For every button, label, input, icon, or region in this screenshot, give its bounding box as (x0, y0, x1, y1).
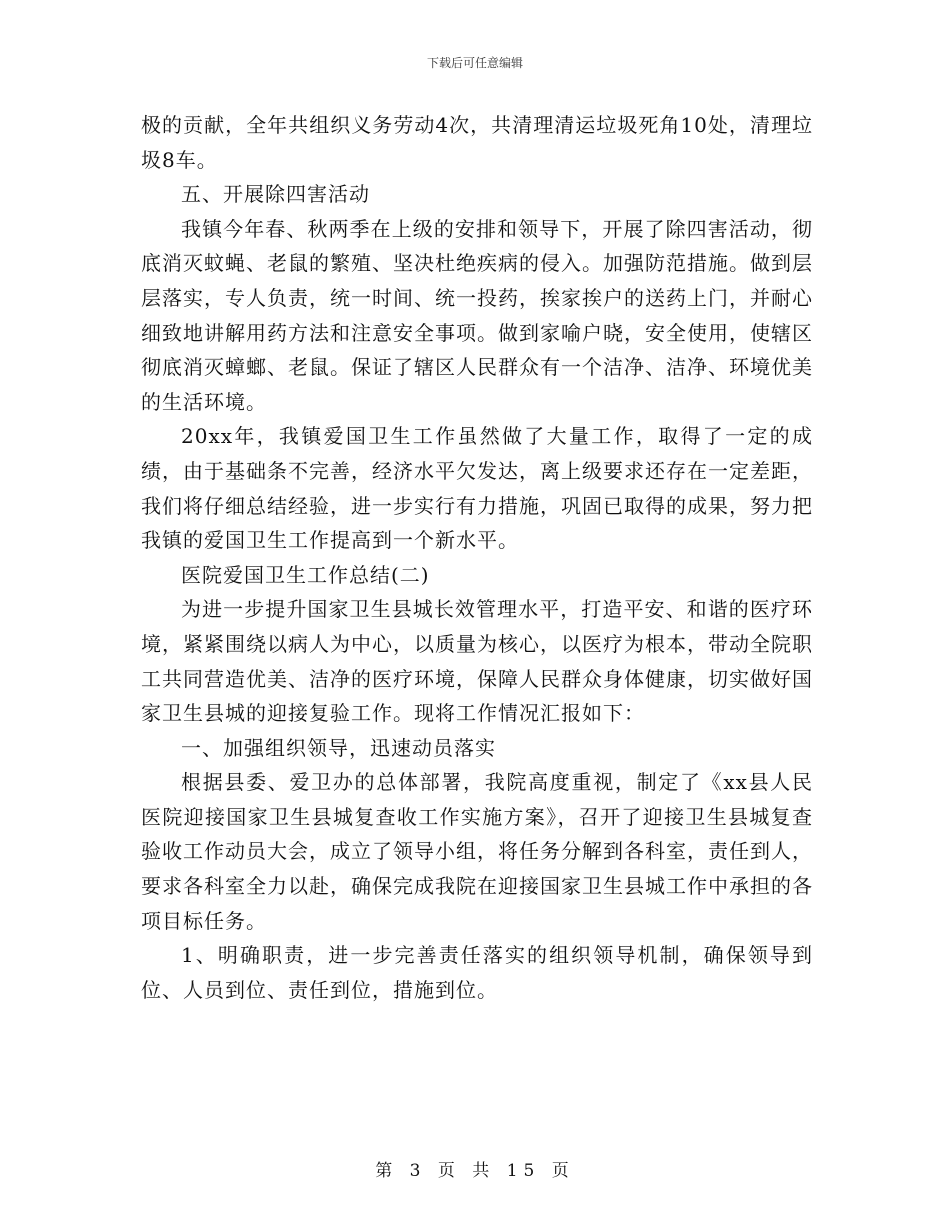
header-note: 下载后可任意编辑 (426, 56, 523, 70)
paragraph-continued: 极的贡献，全年共组织义务劳动4次，共清理清运垃圾死角10处，清理垃圾8车。 (141, 113, 813, 172)
section-heading-one: 一、加强组织领导，迅速动员落实 (181, 735, 496, 760)
paragraph-deployment: 根据县委、爱卫办的总体部署，我院高度重视，制定了《xx县人民医院迎接国家卫生县城复查收工作实施方案》，召开了迎接卫生县城复查验收工作动员大会，成立了领导小组，将任务分解到各科室，责任到人，要求各科室全力以赴，确保完成我院在迎接国家卫生县城工作中承担的各项目标任务。 (141, 770, 813, 933)
document-body (141, 108, 813, 1007)
page-indicator: 第 3 页 共 15 页 (375, 1161, 575, 1181)
paragraph-pest-control: 我镇今年春、秋两季在上级的安排和领导下，开展了除四害活动，彻底消灭蚊蝇、老鼠的繁殖、坚决杜绝疾病的侵入。加强防范措施。做到层层落实，专人负责，统一时间、统一投药，挨家挨户的送药上门，并耐心细致地讲解用药方法和注意安全事项。做到家喻户晓，安全使用，使辖区彻底消灭蟑螂、老鼠。保证了辖区人民群众有一个洁净、洁净、环境优美的生活环境。 (141, 216, 813, 414)
document-subtitle: 医院爱国卫生工作总结(二) (181, 562, 430, 587)
paragraph-summary: 20xx年，我镇爱国卫生工作虽然做了大量工作，取得了一定的成绩，由于基础条不完善，经济水平欠发达，离上级要求还存在一定差距，我们将仔细总结经验，进一步实行有力措施，巩固已取得的成果，努力把我镇的爱国卫生工作提高到一个新水平。 (141, 424, 813, 553)
section-heading-five: 五、开展除四害活动 (181, 182, 370, 207)
paragraph-item-one: 1、明确职责，进一步完善责任落实的组织领导机制，确保领导到位、人员到位、责任到位，措施到位。 (141, 943, 813, 1002)
paragraph-intro: 为进一步提升国家卫生县城长效管理水平，打造平安、和谐的医疗环境，紧紧围绕以病人为中心，以质量为核心，以医疗为根本，带动全院职工共同营造优美、洁净的医疗环境，保障人民群众身体健康，切实做好国家卫生县城的迎接复验工作。现将工作情况汇报如下： (141, 597, 813, 726)
